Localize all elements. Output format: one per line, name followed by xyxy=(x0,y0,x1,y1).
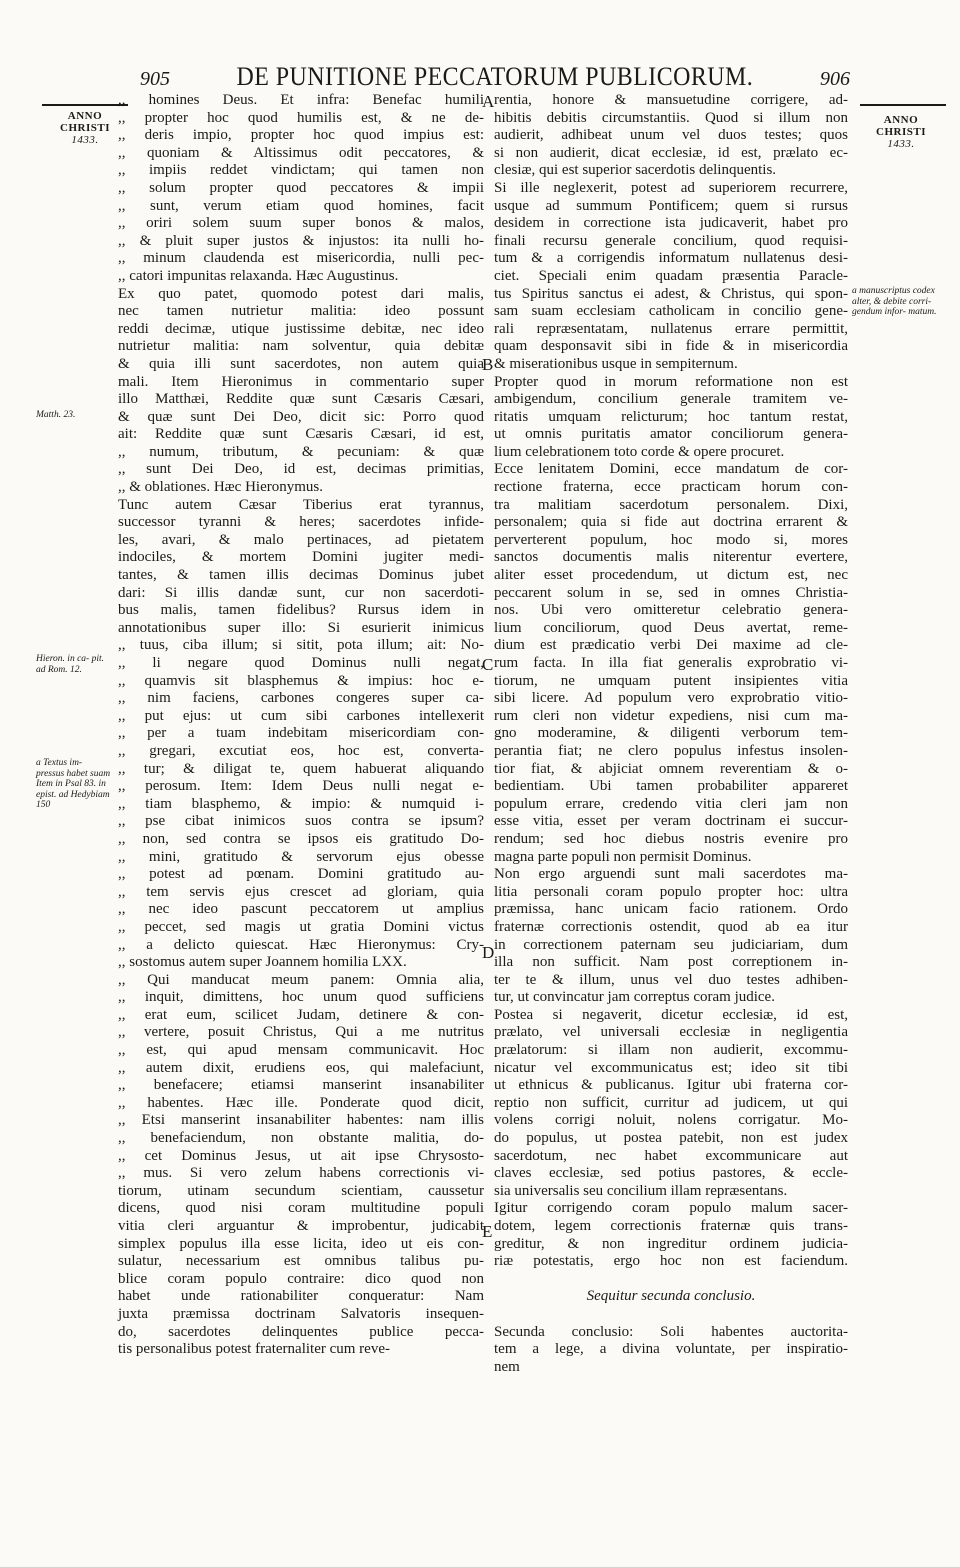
text-line: ,, gregari, excutiat eos, hoc est, converta- xyxy=(118,742,484,759)
text-line: ,, Etsi manserint insanabiliter habentes: nam illis xyxy=(118,1112,484,1129)
text-line: ,, nec ideo pascunt peccatorem ut amplius xyxy=(118,901,484,918)
section-letter-e: E xyxy=(482,1222,493,1241)
text-line: sulatur, necessarium est omnibus talibus pu- xyxy=(118,1253,484,1270)
text-line: ,, solum propter quod peccatores & impii xyxy=(118,179,484,196)
text-line: perverterent populum, hoc modo si, mores xyxy=(494,531,848,548)
text-line: ,, minum claudenda est misericordia, nulli pec- xyxy=(118,250,484,267)
text-line: ,, impiis reddet vindictam; qui tamen non xyxy=(118,162,484,179)
text-line: bus malis, tamen fidelibus? Rursus idem in xyxy=(118,602,484,619)
text-line: do populus, ut postea patebit, non est judex xyxy=(494,1130,848,1147)
text-line: dari: Si illis dandæ sunt, cur non sacerdoti- xyxy=(118,584,484,601)
year-label: ANNO CHRISTI xyxy=(60,110,110,134)
text-line: Si ille neglexerit, potest ad superiorem recurrere, xyxy=(494,179,848,196)
text-line: ,, tiam blasphemo, & impio: & numquid i- xyxy=(118,795,484,812)
text-line: riæ potestatis, ergo hoc non est faciendum. xyxy=(494,1253,848,1270)
text-line: ut omnis puritatis amator conciliorum genera- xyxy=(494,426,848,443)
text-line: sacerdotum, nec habet excommunicare aut xyxy=(494,1147,848,1164)
text-line: Ecce lenitatem Domini, ecce mandatum de cor- xyxy=(494,461,848,478)
text-line: Ex quo patet, quomodo potest dari malis, xyxy=(118,285,484,302)
text-line: audierit, adhibeat unum vel duos testes; quos xyxy=(494,127,848,144)
text-line: ,, potest ad pœnam. Domini gratitudo au- xyxy=(118,866,484,883)
text-line: ,, li negare quod Dominus nulli negat, xyxy=(118,655,484,671)
text-line: rum cleri non videtur expediens, nisi cum ma- xyxy=(494,707,848,724)
text-line: indociles, & mortem Domini jugiter medi- xyxy=(118,549,484,566)
rule-left xyxy=(42,104,128,106)
text-line: ambigendum, concilium generale tramitem ve- xyxy=(494,391,848,408)
text-line: clesiæ, qui est superior sacerdotis delinquentis. xyxy=(494,162,777,179)
text-line: ritatis umquam relicturum; hoc tantum restat, xyxy=(494,408,848,425)
text-line: quam desponsavit sibi in fide & in misericordia xyxy=(494,338,848,355)
text-line: sibi licere. Ad populum vero exprobratio vitio- xyxy=(494,690,848,707)
text-line: successor tyranni & heres; sacerdotes infide- xyxy=(118,514,484,531)
text-line: nutrietur malitia: nam solventur, quia debitæ xyxy=(118,338,484,355)
text-line: illa non sufficit. Nam post correptionem in- xyxy=(494,954,848,971)
text-line: blice coram populo contraire: dico quod non xyxy=(118,1270,484,1287)
text-line: annotationibus super illo: Si esurierit inimicus xyxy=(118,619,484,636)
text-line: bedientiam. Ubi tamen probabiliter appareret xyxy=(494,778,848,795)
text-line: ,, perosum. Item: Idem Deus nulli negat e- xyxy=(118,778,484,795)
text-line: ciet. Speciali enim quadam præsentia Paracle- xyxy=(494,267,848,284)
text-line: claves ecclesiæ, sed potius pastores, & eccle- xyxy=(494,1165,848,1182)
text-line: greditur, & non ingreditur ordinem judicia- xyxy=(494,1235,848,1252)
text-line: juxta præmissa doctrinam Salvatoris insequen- xyxy=(118,1305,484,1322)
text-line: rectione fraterna, ecce practicam horum con- xyxy=(494,479,848,496)
text-line: hibitis debitis circumstantiis. Quod si illum non xyxy=(494,109,848,126)
text-line: magna parte populi non permisit Dominus. xyxy=(494,848,752,865)
text-line: ,, a delicto quiescat. Hæc Hieronymus: Cry- xyxy=(118,936,484,953)
text-line: ,, pse cibat inimicos suos contra se ipsum? xyxy=(118,813,484,830)
text-line: nos. Ubi vero omitteretur celebratio genera- xyxy=(494,602,848,619)
text-line: esse vitia, esset per veram doctrinam ei succur- xyxy=(494,813,848,830)
text-line: ut ethnicus & publicanus. Igitur ubi fraterna cor- xyxy=(494,1077,848,1094)
text-line: Igitur corrigendo coram populo malum sacer- xyxy=(494,1200,848,1217)
text-line: ,, tem servis ejus crescet ad gloriam, quia xyxy=(118,883,484,900)
text-line: nem xyxy=(494,1358,520,1375)
text-line: ,, & oblationes. Hæc Hieronymus. xyxy=(118,479,323,496)
section-letter-d: D xyxy=(482,943,495,962)
text-line: tum & a corrigendis informatum nullatenus desi- xyxy=(494,250,848,267)
margin-note-hieron: Hieron. in ca- pit. ad Rom. 12. xyxy=(36,654,104,675)
text-line: ,, benefaciendum, non obstante malitia, do- xyxy=(118,1130,484,1147)
margin-note-manuscriptus: a manuscriptus codex alter, & debite corri- gendum infor- matum. xyxy=(852,286,937,317)
text-line: ,, propter hoc quod humilis est, & ne de- xyxy=(118,109,484,126)
text-line: ,, sunt, verum etiam quod homines, facit xyxy=(118,197,484,214)
text-line: reptio non sufficit, curritur ad judicem, ut qui xyxy=(494,1094,848,1111)
text-line: simplex populus illa esse licita, ideo ut eis con- xyxy=(118,1235,484,1252)
text-line: dotem, legem correctionis fraternæ quis trans- xyxy=(494,1218,848,1234)
text-line: ,, inquit, dimittens, hoc unum quod sufficiens xyxy=(118,989,484,1006)
running-title: DE PUNITIONE PECCATORUM PUBLICORUM. xyxy=(236,62,754,91)
text-line xyxy=(494,1306,848,1324)
text-line: ,, sostomus autem super Joannem homilia LXX. xyxy=(118,954,407,971)
text-line: sanctos documentis malis niterentur evertere, xyxy=(494,549,848,566)
text-line xyxy=(494,1271,848,1289)
text-line: nicatur vel excommunicatus est; ideo sit tibi xyxy=(494,1059,848,1076)
text-line: si non audierit, dicat ecclesiæ, id est, prælato ec- xyxy=(494,144,848,161)
text-line: rentia, honore & mansuetudine corrigere, ad- xyxy=(494,92,848,108)
page-header xyxy=(140,62,850,92)
text-line: ,, peccet, sed magis ut gratia Domini victus xyxy=(118,918,484,935)
text-line: tra malitiam sacerdotum personalem. Dixi, xyxy=(494,496,848,513)
text-line: ,, quoniam & Altissimus odit peccatores, & xyxy=(118,144,484,161)
text-line: mali. Item Hieronimus in commentario super xyxy=(118,373,484,390)
text-line: reddi decimæ, utique justissime debitæ, nec ideo xyxy=(118,320,484,337)
text-line: prælato, vel universali ecclesiæ in negligentia xyxy=(494,1024,848,1041)
text-line: ,, benefacere; etiamsi manserint insanabiliter xyxy=(118,1077,484,1094)
text-line: ,, mus. Si vero zelum habens correctionis vi- xyxy=(118,1165,484,1182)
page-number-left: 905 xyxy=(140,68,170,90)
text-line: ,, habentes. Hæc ille. Ponderate quod dicit, xyxy=(118,1094,484,1111)
text-line: tis personalibus potest fraternaliter cum reve- xyxy=(118,1341,390,1358)
text-line: rum facta. In illa fiat generalis exprobratio vi- xyxy=(494,655,848,671)
text-line: ,, & pluit super justos & injustos: ita nulli ho- xyxy=(118,232,484,249)
text-line: dium est prædicatio verbi Dei maxime ad cle- xyxy=(494,637,848,654)
text-line: tiorum, utinam secundum scientiam, caussetur xyxy=(118,1182,484,1199)
text-line: tus Spiritus sanctus ei adest, & Christus, qui spon- xyxy=(494,285,848,302)
text-line: ter te & illum, unus vel duo testes adhiben- xyxy=(494,971,848,988)
text-line: ,, numum, tributum, & pecuniam: & quæ xyxy=(118,443,484,460)
text-line: ,, catori impunitas relaxanda. Hæc Augustinus. xyxy=(118,267,399,284)
margin-note-textus: a Textus im- pressus habet suam Item in Psal 83. in epist. ad Hedybiam 150 xyxy=(36,758,111,810)
text-line: perantia fiat; ne clero populus infestus insolen- xyxy=(494,742,848,759)
rule-right xyxy=(860,104,946,106)
text-line: ,, Qui manducat meum panem: Omnia alia, xyxy=(118,971,484,988)
text-line: aliter esset procedendum, ut dictum est, nec xyxy=(494,567,848,584)
text-line: prælatorum: si illam non audierit, excommu- xyxy=(494,1042,848,1059)
text-line: Propter quod in morum reformatione non est xyxy=(494,373,848,390)
text-line: ,, quamvis sit blasphemus & impius: hoc e- xyxy=(118,672,484,689)
section-letter-a: A xyxy=(482,92,495,111)
text-line: ,, deris impio, propter hoc quod impius est: xyxy=(118,127,484,144)
text-line: ait: Reddite quæ sunt Cæsaris Cæsari, id est, xyxy=(118,426,484,443)
text-line: tur, ut convincatur jam correptus coram judice. xyxy=(494,989,775,1006)
text-line: & quia illi sunt sacerdotes, non autem quia xyxy=(118,355,484,372)
text-line: in correctionem paternam seu judiciariam, dum xyxy=(494,936,848,953)
text-line: ,, oriri solem suum super bonos & malos, xyxy=(118,215,484,232)
text-line: ,, sunt Dei Deo, id est, decimas primitias, xyxy=(118,461,484,478)
left-column xyxy=(118,92,484,1359)
text-line: ,, autem dixit, erudiens eos, qui malefaciunt, xyxy=(118,1059,484,1076)
text-line: desidem in correctione ista judicaverit, habet pro xyxy=(494,215,848,232)
section-letter-c: C xyxy=(482,655,494,674)
text-line: ,, cet Dominus Jesus, ut ait ipse Chrysosto- xyxy=(118,1147,484,1164)
text-line: fraternæ correctionis ostendit, quod ab ea itur xyxy=(494,918,848,935)
year-marker-left xyxy=(42,110,128,146)
year-label: ANNO CHRISTI xyxy=(876,114,926,138)
right-column xyxy=(494,92,848,1376)
text-line: lium conciliorum, quod Deus avertat, reme- xyxy=(494,619,848,636)
text-line: Postea si negaverit, dicetur ecclesiæ, id est, xyxy=(494,1006,848,1023)
year-marker-right xyxy=(858,114,944,150)
text-line: illo Matthæi, Reddite quæ sunt Cæsaris Cæsari, xyxy=(118,391,484,408)
text-line: ,, est, qui apud mensam communicavit. Hoc xyxy=(118,1042,484,1059)
year-value: 1433. xyxy=(887,138,915,150)
text-line: nec tamen nutrietur malitia: ideo possunt xyxy=(118,303,484,320)
text-line: ,, per a tuam indebitam misericordiam con- xyxy=(118,725,484,742)
year-value: 1433. xyxy=(71,134,99,146)
page-number-right: 906 xyxy=(820,68,850,90)
text-line: ,, put ejus: ut cum sibi carbones intellexerit xyxy=(118,707,484,724)
text-line: sam suam ecclesiam catholicam in concilio gene- xyxy=(494,303,848,320)
text-line: peccarent solum in se, sed in omnes Christia- xyxy=(494,584,848,601)
text-line: ,, erat eum, scilicet Judam, detinere & con- xyxy=(118,1006,484,1023)
text-line: & quæ sunt Dei Deo, dicit sic: Porro quod xyxy=(118,408,484,425)
text-line: Secunda conclusio: Soli habentes auctorita- xyxy=(494,1323,848,1340)
text-line: volens corrigi noluit, nolens corrigatur. Mo- xyxy=(494,1112,848,1129)
text-line: ,, nim faciens, carbones congeres super ca- xyxy=(118,690,484,707)
text-line: ,, tuus, ciba illum; si sitit, pota illum; ait: No- xyxy=(118,637,484,654)
text-line: habet unde rationabiliter conqueratur: Nam xyxy=(118,1288,484,1305)
text-line: les, avari, & malo pertinaces, ad pietatem xyxy=(118,531,484,548)
text-line: gno moderamine, & diligenti verborum tem- xyxy=(494,725,848,742)
text-line: populum errare, credendo vitia cleri jam non xyxy=(494,795,848,812)
text-line: rendum; sed hoc diebus nostris evenire pro xyxy=(494,830,848,847)
text-line: ,, homines Deus. Et infra: Benefac humili xyxy=(118,92,484,108)
text-line: lium celebrationem toto corde & opere procuret. xyxy=(494,443,785,460)
text-line: præmissa, hanc unicam facio rationem. Ordo xyxy=(494,901,848,918)
text-line: tiorum, ne umquam putent insipientes vitia xyxy=(494,672,848,689)
text-line: usque ad summum Pontificem; quem si rursus xyxy=(494,197,848,214)
text-line: ,, vertere, posuit Christus, Qui a me nutritus xyxy=(118,1024,484,1041)
text-line: Sequitur secunda conclusio. xyxy=(586,1288,756,1305)
text-line: litia personali coram populo propter hoc: ultra xyxy=(494,883,848,900)
text-line: dicens, quod nisi coram multitudine populi xyxy=(118,1200,484,1217)
text-line: tem a lege, a divina voluntate, per inspiratio- xyxy=(494,1341,848,1358)
text-line: personalem; quia si fide aut doctrina errarent & xyxy=(494,514,848,531)
text-line: ,, tur; & diligat te, quem habuerat aliquando xyxy=(118,760,484,777)
margin-note-matth: Matth. 23. xyxy=(36,410,76,420)
text-line: Tunc autem Cæsar Tiberius erat tyrannus, xyxy=(118,496,484,513)
text-line: ,, non, sed contra se ipsos eis gratitudo Do- xyxy=(118,830,484,847)
section-letter-b: B xyxy=(482,355,494,374)
text-line: sia universalis seu concilium illam repræsentans. xyxy=(494,1182,788,1199)
text-line: vitia cleri arguantur & improbentur, judicabit xyxy=(118,1218,484,1234)
text-line: Non ergo arguendi sunt mali sacerdotes ma- xyxy=(494,866,848,883)
text-line: rali repræsentatam, nullatenus errare permittit, xyxy=(494,320,848,337)
text-line: do, sacerdotes delinquentes publice pecca- xyxy=(118,1323,484,1340)
text-line: tantes, & tamen illis decimas Dominus jubet xyxy=(118,567,484,584)
text-line: tior fiat, & abjiciat omnem reverentiam & o- xyxy=(494,760,848,777)
text-line: ,, mini, gratitudo & servorum ejus obesse xyxy=(118,848,484,865)
text-line: finali recursu generale concilium, quod requisi- xyxy=(494,232,848,249)
text-line: & miserationibus usque in sempiternum. xyxy=(494,355,738,372)
